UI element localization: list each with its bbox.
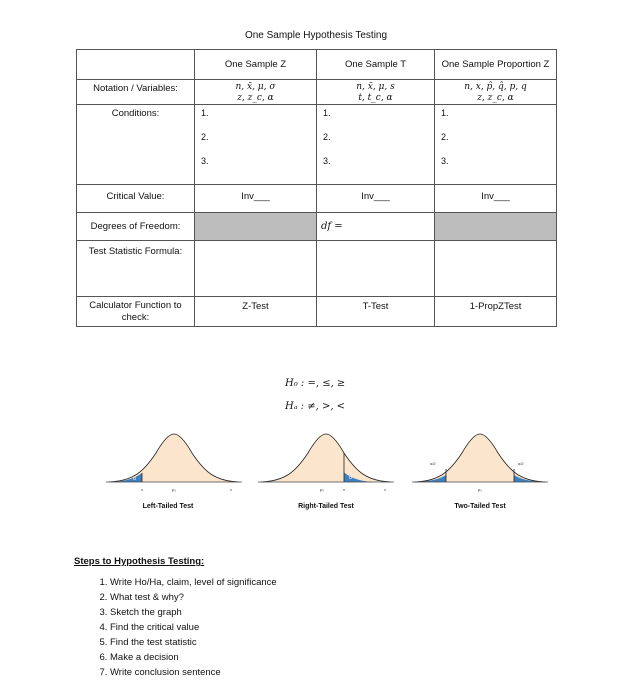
row-label-statistic: Test Statistic Formula:	[77, 241, 195, 297]
statistic-z	[195, 241, 317, 297]
row-label-notation: Notation / Variables:	[77, 80, 195, 105]
notation-t-line2: t, t_c, α	[358, 93, 393, 103]
right-tailed-graph	[256, 425, 396, 497]
mu-mark: μ₀	[172, 487, 176, 492]
cond-item: 3.	[441, 156, 449, 166]
cond-item: 1.	[441, 108, 449, 118]
mu-mark: μ₀	[320, 487, 324, 492]
half-alpha-left: α/2	[430, 461, 436, 466]
alpha-label: α	[133, 476, 136, 482]
cond-item: 1.	[323, 108, 331, 118]
dof-prop-shaded	[435, 213, 557, 241]
cond-item: 2.	[201, 132, 209, 142]
notation-p-line1: n, x, p̂, q̂, p, q	[464, 82, 527, 92]
right-tailed-label: Right-Tailed Test	[298, 503, 354, 510]
steps-section	[74, 556, 277, 680]
calc-prop: 1-PropZTest	[435, 297, 557, 327]
list-item: 1. Write Ho/Ha, claim, level of significance	[110, 575, 277, 590]
half-alpha-right: α/2	[518, 461, 524, 466]
calc-z: Z-Test	[195, 297, 317, 327]
left-tailed-graph	[104, 425, 244, 497]
alt-hypothesis: Hₐ : ≠, >, <	[285, 401, 346, 412]
list-item: 3. Sketch the graph	[110, 605, 277, 620]
x-mark: x	[230, 487, 232, 492]
critical-mark: x	[141, 487, 143, 492]
steps-heading: Steps to Hypothesis Testing:	[74, 556, 205, 567]
row-label-critical: Critical Value:	[77, 185, 195, 213]
statistic-prop	[435, 241, 557, 297]
col-header-z: One Sample Z	[195, 50, 317, 80]
list-item: 7. Write conclusion sentence	[110, 665, 277, 680]
x-mark: x	[384, 487, 386, 492]
corner-cell	[77, 50, 195, 80]
steps-list	[74, 575, 277, 680]
notation-z-line2: z, z_c, α	[237, 93, 274, 103]
dof-z-shaded	[195, 213, 317, 241]
critical-t: Inv___	[317, 185, 435, 213]
mu-mark: μ₀	[478, 487, 482, 492]
notation-p-line2: z, z_c, α	[477, 93, 514, 103]
statistic-t	[317, 241, 435, 297]
row-label-conditions: Conditions:	[77, 105, 195, 185]
conditions-z	[195, 105, 317, 185]
col-header-prop: One Sample Proportion Z	[435, 50, 557, 80]
notation-t-line1: n, x̄, μ, s	[356, 82, 395, 92]
notation-z	[195, 80, 317, 105]
left-tailed-label: Left-Tailed Test	[142, 503, 194, 510]
list-item: 4. Find the critical value	[110, 620, 277, 635]
alpha-label: α	[349, 475, 352, 481]
dof-t: df =	[317, 213, 435, 241]
cond-item: 2.	[441, 132, 449, 142]
row-label-dof: Degrees of Freedom:	[77, 213, 195, 241]
notation-prop	[435, 80, 557, 105]
critical-z: Inv___	[195, 185, 317, 213]
list-item: 2. What test & why?	[110, 590, 277, 605]
page-title: One Sample Hypothesis Testing	[244, 30, 388, 41]
notation-t	[317, 80, 435, 105]
conditions-prop	[435, 105, 557, 185]
cond-item: 1.	[201, 108, 209, 118]
cond-item: 2.	[323, 132, 331, 142]
hypothesis-table	[76, 49, 557, 327]
list-item: 5. Find the test statistic	[110, 635, 277, 650]
two-tailed-graph	[410, 425, 550, 497]
notation-z-line1: n, x̄, μ, σ	[235, 82, 276, 92]
critical-mark: x	[343, 487, 345, 492]
cond-item: 3.	[323, 156, 331, 166]
null-hypothesis: H₀ : =, ≤, ≥	[285, 378, 346, 389]
conditions-t	[317, 105, 435, 185]
two-tailed-label: Two-Tailed Test	[454, 503, 506, 510]
col-header-t: One Sample T	[317, 50, 435, 80]
cond-item: 3.	[201, 156, 209, 166]
row-label-calculator: Calculator Function to check:	[77, 297, 195, 327]
list-item: 6. Make a decision	[110, 650, 277, 665]
calc-t: T-Test	[317, 297, 435, 327]
critical-prop: Inv___	[435, 185, 557, 213]
